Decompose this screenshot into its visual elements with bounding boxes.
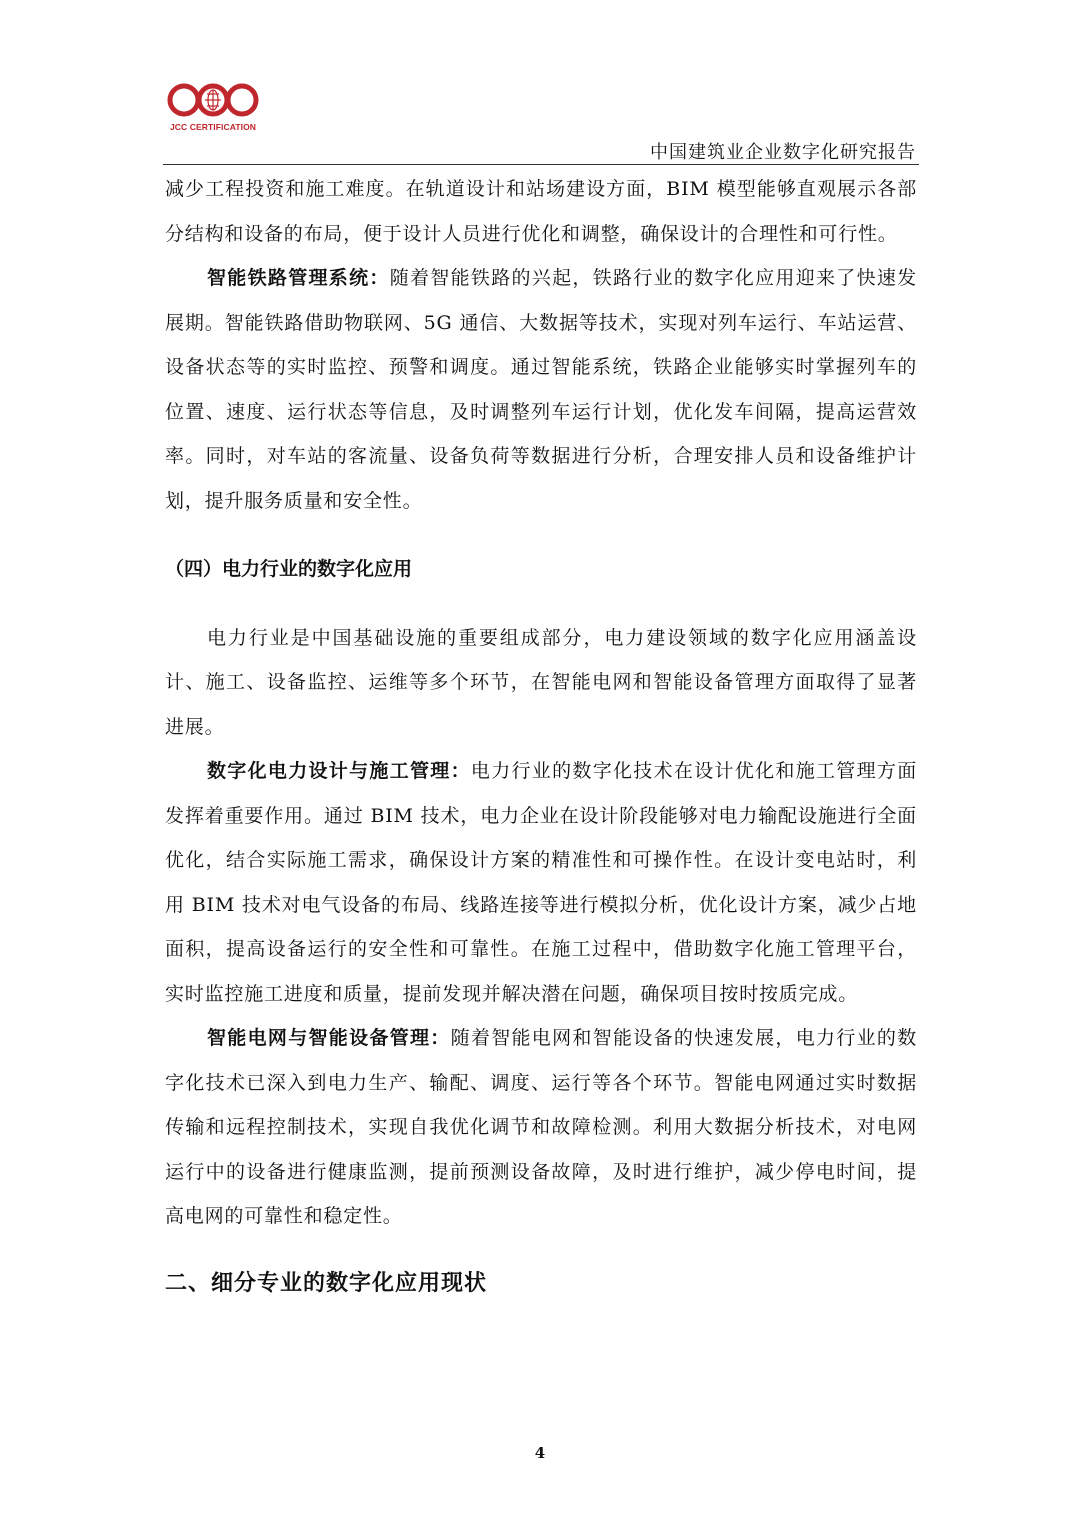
logo-text: JCC CERTIFICATION bbox=[169, 122, 257, 132]
paragraph-railway-bim: 减少工程投资和施工难度。在轨道设计和站场建设方面，BIM 模型能够直观展示各部分结构和设备的布局，便于设计人员进行优化和调整，确保设计的合理性和可行性。 bbox=[165, 178, 917, 245]
paragraph-text-smart-grid: 随着智能电网和智能设备的快速发展，电力行业的数字化技术已深入到电力生产、输配、调度、运行等各个环节。智能电网通过实时数据传输和远程控制技术，实现自我优化调节和故障检测。利用大数据分析技术，对电网运行中的设备进行健康监测，提前预测设备故障，及时进行维护，减少停电时间，提高电网的可靠性和稳定性。 bbox=[165, 1027, 918, 1227]
paragraph-power-intro: 电力行业是中国基础设施的重要组成部分，电力建设领域的数字化应用涵盖设计、施工、设备监控、运维等多个环节，在智能电网和智能设备管理方面取得了显著进展。 bbox=[165, 626, 917, 738]
chapter-heading-specialties: 二、细分专业的数字化应用现状 bbox=[165, 1269, 488, 1296]
logo-ring-left bbox=[170, 86, 198, 114]
paragraph-text-smart-railway: 随着智能铁路的兴起，铁路行业的数字化应用迎来了快速发展期。智能铁路借助物联网、5G 通信、大数据等技术，实现对列车运行、车站运营、设备状态等的实时监控、预警和调度。通过智能系统，铁路企业能够实时掌握列车的位置、速度、运行状态等信息，及时调整列车运行计划，优化发车间隔，提高运营效率。同时，对车站的客流量、设备负荷等数据进行分析，合理安排人员和设备维护计划，提升服务质量和安全性。 bbox=[165, 267, 917, 512]
logo-globe bbox=[205, 90, 221, 110]
paragraph-lead-smart-grid: 智能电网与智能设备管理： bbox=[207, 1027, 451, 1049]
paragraph-power-design bbox=[165, 749, 917, 1016]
section-heading-power: （四）电力行业的数字化应用 bbox=[165, 558, 413, 580]
paragraph-lead-power-design: 数字化电力设计与施工管理： bbox=[207, 760, 471, 782]
header-divider bbox=[163, 164, 919, 165]
paragraph-smart-railway bbox=[165, 256, 917, 523]
paragraph-smart-grid bbox=[165, 1016, 917, 1239]
paragraph-text-power-design: 电力行业的数字化技术在设计优化和施工管理方面发挥着重要作用。通过 BIM 技术，电力企业在设计阶段能够对电力输配设施进行全面优化，结合实际施工需求，确保设计方案的精准性和可操作性。在设计变电站时，利用 BIM 技术对电气设备的布局、线路连接等进行模拟分析，优化设计方案，减少占地面积，提高设备运行的安全性和可靠性。在施工过程中，借助数字化施工管理平台，实时监控施工进度和质量，提前发现并解决潜在问题，确保项目按时按质完成。 bbox=[165, 760, 917, 1005]
paragraph-lead-smart-railway: 智能铁路管理系统： bbox=[207, 267, 390, 289]
logo-ring-right bbox=[228, 86, 256, 114]
page-body bbox=[165, 167, 917, 1303]
page-number: 4 bbox=[534, 1444, 546, 1462]
report-header-title: 中国建筑业企业数字化研究报告 bbox=[650, 142, 916, 163]
